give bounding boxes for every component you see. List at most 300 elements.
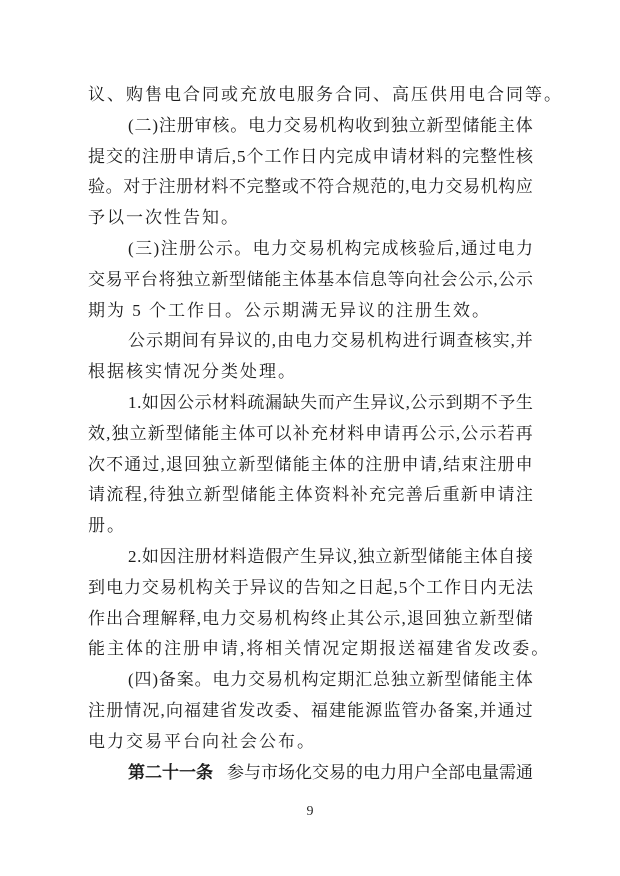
body-char: 流 [106,485,124,505]
body-char: 申 [515,454,533,474]
body-char: 独 [357,546,375,566]
body-char: 作 [282,146,300,166]
text-line [88,450,533,481]
body-char: 日 [300,146,318,166]
body-char: 议 [388,392,405,412]
body-char: ( [128,115,134,135]
body-char: 注 [365,454,383,474]
body-char: 易 [256,608,274,628]
body-char: 完 [462,146,480,166]
body-char: 充 [310,423,328,443]
body-char: 查 [456,331,474,351]
body-char: 电 [465,762,482,782]
body-char: 主 [310,454,328,474]
body-char: 省 [220,700,238,720]
body-char: . [137,546,142,566]
body-char: 办 [419,700,437,720]
body-char: 新 [238,454,256,474]
body-char: 交 [445,177,463,197]
body-char: 型 [256,454,274,474]
body-char: 福 [310,700,328,720]
body-char: 构 [292,608,310,628]
body-char: 构 [384,331,402,351]
body-char: 能 [445,546,463,566]
body-char: 有 [199,331,217,351]
body-char: 材 [329,423,346,443]
body-char: 与 [244,762,261,782]
body-char: 规 [352,177,370,197]
text-line [88,604,533,635]
body-char: 场 [278,762,295,782]
body-char: 电 [497,238,515,258]
body-char: 独 [390,115,408,135]
body-char: 型 [229,269,246,289]
text-line [88,172,533,203]
body-char: 能 [347,700,365,720]
body-char: 册 [159,146,177,166]
body-char: 况 [142,700,160,720]
body-char: 结 [443,454,461,474]
body-char: 二 [134,115,152,135]
body-char: , [160,700,165,720]
body-char: 不 [480,392,498,412]
body-char: 电 [410,177,428,197]
body-char: 料 [229,392,247,412]
body-char: 册 [176,177,194,197]
body-char: 能 [480,670,498,690]
body-char: 易 [105,269,123,289]
body-char: , [401,608,406,628]
body-char: 的 [347,454,365,474]
body-char: 总 [373,670,390,690]
body-char: 。 [194,670,212,690]
body-char: , [437,454,442,474]
body-char: 注 [479,454,497,474]
body-char: 部 [448,762,465,782]
body-char: 公 [197,238,215,258]
body-char: ) [152,670,159,690]
body-char: 电 [105,577,123,597]
body-char: 交 [238,608,256,628]
body-char: 其 [347,608,365,628]
body-char: 行 [420,331,438,351]
document-body [88,80,563,788]
body-char: 内 [480,577,498,597]
body-char: 主 [497,115,515,135]
body-char: 新 [211,269,229,289]
body-char: 监 [383,700,401,720]
body-char: 案 [176,670,194,690]
body-char: 资 [313,485,331,505]
body-char: 交 [289,238,307,258]
body-char: 实 [492,331,510,351]
body-char: 补 [350,485,368,505]
body-char: 构 [344,238,362,258]
body-char: 符 [317,177,335,197]
body-char: 示 [427,392,445,412]
body-char: 进 [402,331,420,351]
body-char: , [474,700,479,720]
body-char: 请 [195,146,213,166]
body-char: 易 [307,238,325,258]
text-line: 期为 5 个工作日。公示期满无异议的注册生效。 [88,300,491,320]
bold-article-heading-char: 二 [145,762,162,782]
body-char: 完 [387,485,405,505]
body-char: 储 [246,269,264,289]
body-char: 册 [194,546,212,566]
body-char: 交 [141,577,159,597]
body-char: 材 [408,146,426,166]
body-char: 请 [383,423,401,443]
body-char: 间 [181,331,199,351]
body-char: 独 [443,608,461,628]
body-char: 验 [418,238,436,258]
body-char: 独 [111,423,129,443]
body-char: 过 [142,454,160,474]
body-char: 效 [88,423,105,443]
body-char: 储 [240,485,258,505]
body-char: 通 [516,762,533,782]
body-char: ) [153,238,160,258]
body-char: 因 [159,546,177,566]
body-char: 调 [438,331,456,351]
body-char: 体 [299,269,317,289]
body-char: 立 [375,546,393,566]
body-char: 会 [440,269,458,289]
body-char: 公 [410,392,428,412]
body-char: 主 [281,269,299,289]
body-char: 机 [366,331,384,351]
body-char: 个 [246,146,264,166]
body-char: 交 [283,115,301,135]
body-char: 法 [515,577,533,597]
body-char: 能 [264,269,282,289]
body-char: 型 [444,670,462,690]
body-char: 交 [330,331,348,351]
body-char: 产 [282,546,300,566]
body-char: 成 [381,238,399,258]
body-char: 材 [212,546,230,566]
body-char: 储 [427,546,445,566]
body-char: 。 [230,115,248,135]
text-line [88,326,533,357]
body-char: 后 [424,485,442,505]
body-char: 完 [336,146,354,166]
body-char: 交 [312,762,329,782]
body-char: 用 [397,762,414,782]
body-char: 议 [267,577,285,597]
body-char: 机 [326,238,344,258]
body-char: 申 [372,146,390,166]
body-char: 、 [292,700,310,720]
body-char: 新 [460,485,478,505]
body-char: 作 [88,608,105,628]
body-char: 等 [387,269,405,289]
page-number: 9 [306,804,314,819]
body-char: 料 [211,177,229,197]
body-char: 委 [274,700,292,720]
body-char: 力 [123,577,141,597]
body-char: 并 [515,331,533,351]
body-char: 若 [497,423,515,443]
body-char: 新 [426,670,444,690]
body-char: , [271,331,276,351]
body-char: 善 [405,485,423,505]
body-char: 示 [475,269,493,289]
body-char: 独 [390,670,408,690]
body-char: 全 [431,762,448,782]
body-char: 发 [238,700,256,720]
body-char: 主 [497,670,515,690]
body-char: ( [128,670,134,690]
body-char: 2 [128,546,137,566]
text-line: 予以一次性告知。 [88,208,240,228]
body-char: 力 [230,670,248,690]
body-char: 易 [301,115,319,135]
body-char: 的 [346,762,363,782]
body-char: ) [152,115,159,135]
body-char: 立 [408,115,426,135]
body-char: 于 [231,577,249,597]
body-char: 电 [202,608,220,628]
body-char: 应 [515,177,533,197]
body-char: 机 [283,670,301,690]
body-char: 议 [335,546,353,566]
body-char: , [106,423,111,443]
body-char: 公 [458,269,476,289]
body-char: 体 [515,670,533,690]
body-char: 体 [238,423,256,443]
body-char: 之 [339,577,357,597]
body-char: 主 [220,423,238,443]
body-char: 或 [281,177,299,197]
body-char: 产 [335,392,353,412]
body-char: 独 [176,269,194,289]
bold-article-heading-char: 条 [196,762,213,782]
body-char: 示 [437,423,455,443]
body-char: 立 [193,269,211,289]
body-char: 止 [329,608,346,628]
body-char: 到 [373,115,390,135]
body-char: 如 [141,546,159,566]
body-char: 册 [106,700,124,720]
body-char: 公 [177,392,195,412]
body-char: 型 [497,608,515,628]
body-char: 整 [264,177,282,197]
body-char: 机 [177,577,195,597]
body-char: 示 [479,423,497,443]
body-char: 核 [399,238,417,258]
body-char: 基 [317,269,335,289]
body-char: 不 [299,177,317,197]
body-char: 异 [370,392,388,412]
body-char: 主 [463,546,481,566]
body-char: 型 [165,423,183,443]
body-char: 程 [124,485,142,505]
body-char: 能 [480,115,498,135]
body-char: 异 [249,577,267,597]
body-char: 于 [140,177,158,197]
body-char: 交 [248,670,266,690]
body-char: 息 [370,269,387,289]
text-line [88,696,533,727]
body-char: 易 [159,577,177,597]
body-char: 电 [294,331,312,351]
body-char: 平 [123,269,141,289]
body-char: 材 [212,392,230,412]
body-char: 体 [480,546,498,566]
body-char: 验 [88,177,105,197]
body-char: 收 [355,115,373,135]
body-char: 注 [88,700,105,720]
body-char: 机 [480,177,498,197]
body-char: 四 [134,670,152,690]
body-char: 补 [292,423,310,443]
body-char: 后 [213,146,231,166]
body-char: 公 [498,269,516,289]
body-char: 生 [515,392,533,412]
body-char: 过 [515,700,533,720]
body-char: 立 [129,423,147,443]
body-char: , [160,454,165,474]
body-char: 而 [317,392,335,412]
text-line [88,542,533,573]
body-char: 日 [462,577,480,597]
body-char: 以 [274,423,292,443]
body-char: 交 [105,146,123,166]
body-char: 新 [147,423,165,443]
body-char: 生 [352,392,370,412]
body-char: 理 [142,608,160,628]
body-char: 立 [461,608,479,628]
body-char: , [405,177,410,197]
body-char: 型 [444,115,462,135]
body-char: 改 [256,700,274,720]
body-char: , [493,269,498,289]
body-char: 力 [515,238,533,258]
body-char: 向 [405,269,423,289]
body-char: 。 [105,177,123,197]
body-char: 材 [193,177,211,197]
body-char: 并 [479,700,497,720]
body-char: 立 [220,454,238,474]
body-char: 工 [426,577,444,597]
body-char: 建 [329,700,346,720]
body-char: 假 [264,546,282,566]
body-char: 终 [310,608,328,628]
body-char: 交 [88,269,105,289]
body-char: 解 [160,608,178,628]
body-char: 本 [334,269,352,289]
body-char: 申 [177,146,195,166]
body-char: 待 [148,485,166,505]
body-char: 回 [425,608,442,628]
text-line [88,758,533,789]
body-char: 示 [145,331,163,351]
body-char: 构 [301,670,319,690]
body-char: 电 [252,238,270,258]
body-char: 核 [474,331,492,351]
body-char: 立 [408,670,426,690]
body-char: 新 [203,485,221,505]
body-char: 示 [383,608,401,628]
body-char: 再 [515,423,533,443]
body-char: 请 [88,485,105,505]
body-char: 束 [461,454,479,474]
body-char: 起 [375,577,393,597]
body-char: 力 [427,177,445,197]
body-char: 主 [277,485,295,505]
body-char: 构 [195,577,213,597]
body-char: 社 [422,269,440,289]
text-line [88,388,533,419]
body-char: 期 [463,392,481,412]
body-char: 化 [295,762,312,782]
body-char: 请 [390,146,408,166]
body-char: 料 [426,146,444,166]
body-char: 合 [334,177,352,197]
body-char: 通 [497,700,515,720]
body-char: 注 [158,177,176,197]
body-char: 力 [265,115,283,135]
body-char: 建 [202,700,220,720]
text-line: 电力交易平台向社会公布。 [88,731,316,751]
body-char: 审 [194,115,212,135]
body-char: 内 [318,146,336,166]
body-char: 的 [444,146,462,166]
body-char: 予 [498,392,516,412]
text-line [88,265,533,296]
body-char: 易 [463,177,480,197]
body-char: 核 [515,146,533,166]
body-char: 汇 [355,670,373,690]
body-char: 体 [329,454,346,474]
body-char: 电 [248,115,266,135]
body-char: 能 [258,485,276,505]
body-char: 册 [176,115,194,135]
body-char: 工 [264,146,282,166]
body-char: 1 [128,392,137,412]
body-char: 退 [406,608,424,628]
body-char: 储 [184,423,201,443]
bold-article-heading-char: 十 [162,762,179,782]
body-char: 注 [515,485,533,505]
body-char: 。 [234,238,252,258]
body-char: 缺 [282,392,300,412]
body-char: 自 [498,546,516,566]
body-char: 源 [365,700,383,720]
body-char: 关 [213,577,231,597]
body-char: 的 [285,577,303,597]
body-char: 成 [354,146,372,166]
body-char: 三 [135,238,153,258]
body-char: 申 [401,454,419,474]
body-char: 示 [515,269,533,289]
body-char: 5 [398,577,408,597]
body-char: 合 [124,608,142,628]
body-char: 个 [408,577,426,597]
body-char: 出 [106,608,124,628]
body-char: 核 [212,115,230,135]
text-line [88,419,533,450]
body-char: 力 [271,238,288,258]
body-char: 充 [369,485,386,505]
body-char: 到 [88,577,105,597]
body-char: 5 [236,146,246,166]
body-char: 告 [303,577,321,597]
body-char: 的 [387,177,405,197]
body-char: 次 [88,454,105,474]
